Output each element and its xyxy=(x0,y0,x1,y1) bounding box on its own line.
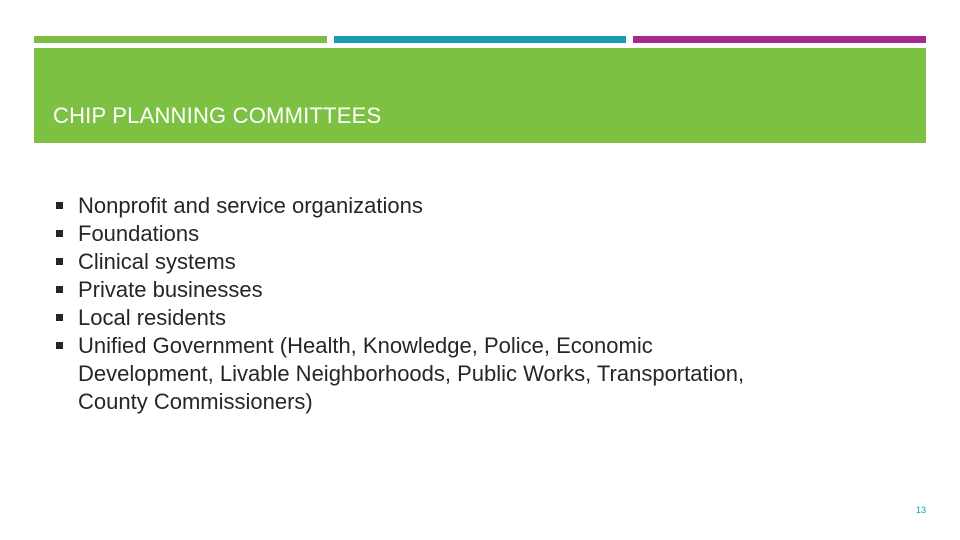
square-bullet-icon xyxy=(56,230,63,237)
bullet-text: Clinical systems xyxy=(78,249,236,274)
bullet-text: Unified Government (Health, Knowledge, Police, Economic Development, Livable Neighborhoods, Public Works, Transportation, County Commissioners) xyxy=(78,333,745,414)
accent-bar-purple xyxy=(633,36,926,43)
page-number: 13 xyxy=(915,505,926,515)
list-item xyxy=(52,276,752,304)
bullet-text: Local residents xyxy=(78,305,226,330)
bullet-text: Nonprofit and service organizations xyxy=(78,193,423,218)
list-item xyxy=(52,220,752,248)
square-bullet-icon xyxy=(56,342,63,349)
title-band xyxy=(34,48,926,143)
accent-bar-teal xyxy=(334,36,626,43)
square-bullet-icon xyxy=(56,258,63,265)
list-item xyxy=(52,332,752,416)
accent-bar-green xyxy=(34,36,327,43)
square-bullet-icon xyxy=(56,202,63,209)
square-bullet-icon xyxy=(56,286,63,293)
list-item xyxy=(52,192,752,220)
list-item xyxy=(52,304,752,332)
square-bullet-icon xyxy=(56,314,63,321)
bullet-text: Private businesses xyxy=(78,277,263,302)
bullet-list xyxy=(52,192,752,416)
list-item xyxy=(52,248,752,276)
slide-title: CHIP PLANNING COMMITTEES xyxy=(53,103,382,128)
bullet-text: Foundations xyxy=(78,221,200,246)
